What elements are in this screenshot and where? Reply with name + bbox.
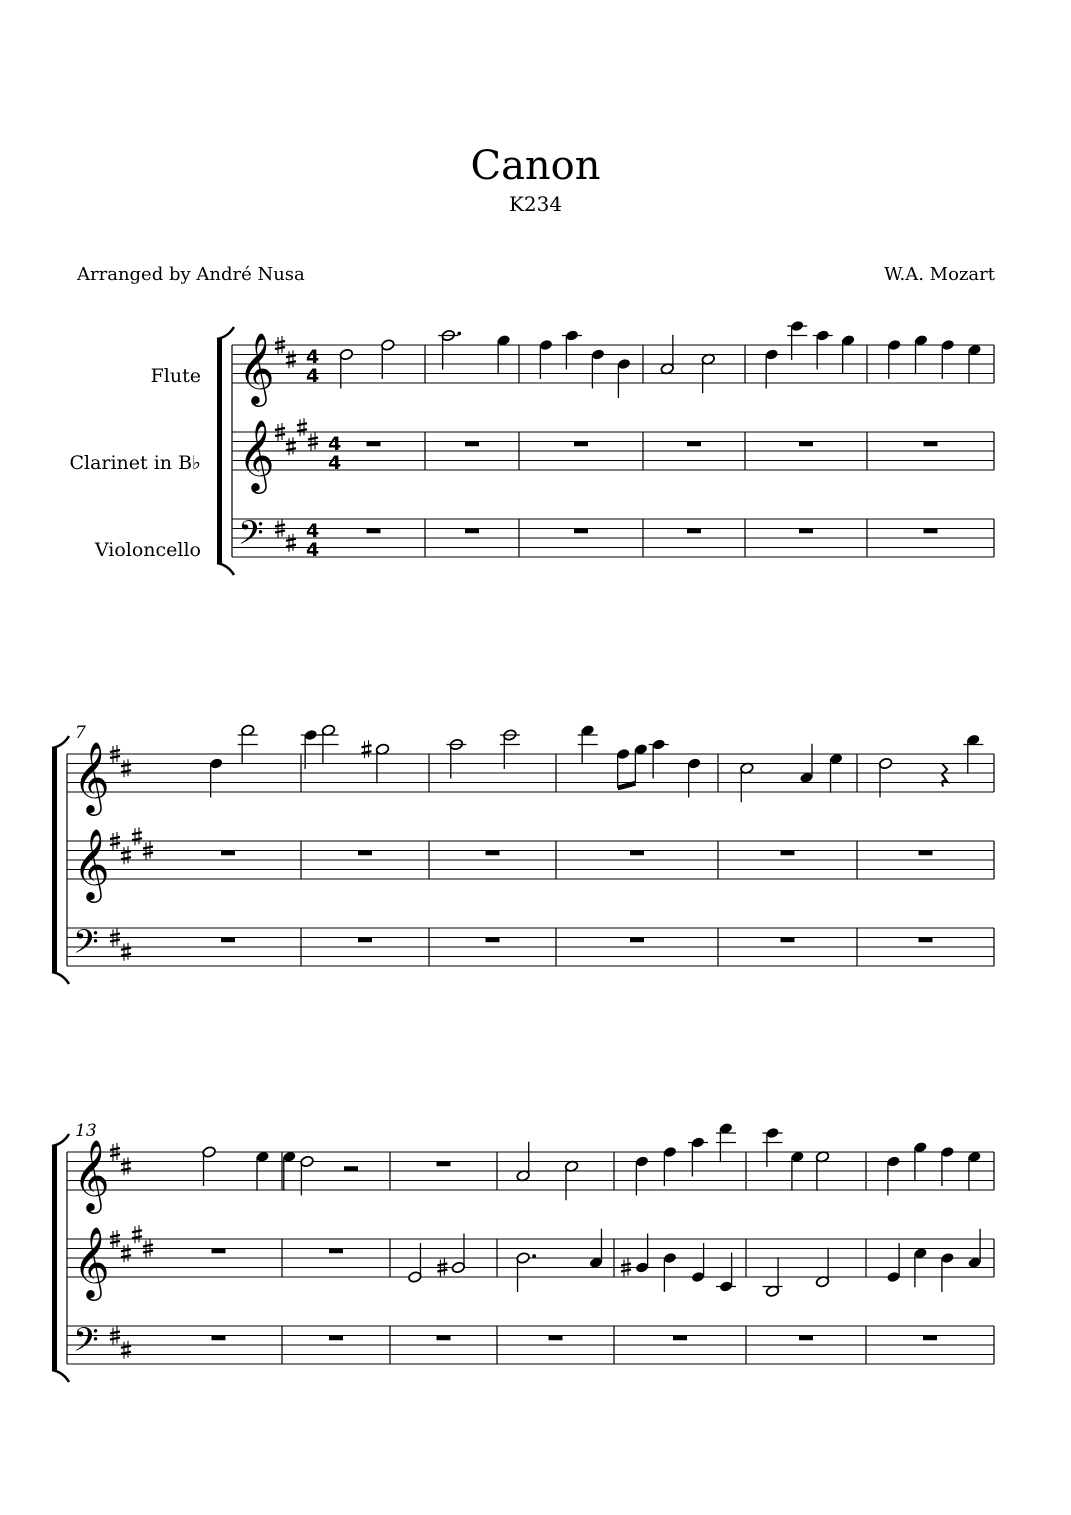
key-sharp-bar-b: [121, 857, 131, 859]
whole-rest: [358, 938, 372, 943]
whole-rest: [329, 1336, 343, 1341]
whole-rest: [329, 1249, 343, 1254]
key-sharp-bar-a: [110, 934, 120, 936]
key-sharp-bar-a: [143, 1245, 153, 1247]
instrument-label-cello: Violoncello: [94, 539, 201, 561]
accidental-sharp-bar-b: [437, 1270, 447, 1272]
whole-rest: [673, 1336, 687, 1341]
key-sharp-bar-a: [297, 423, 307, 425]
whole-rest: [919, 851, 933, 856]
key-sharp-bar-a: [121, 1346, 131, 1348]
half-rest: [344, 1166, 358, 1171]
time-signature-top: 4: [306, 346, 320, 368]
accidental-sharp-bar-b: [362, 751, 372, 753]
key-sharp-bar-a: [110, 837, 120, 839]
whole-rest: [486, 851, 500, 856]
key-sharp-bar-a: [275, 428, 285, 430]
whole-rest: [465, 529, 479, 534]
time-signature-top: 4: [328, 433, 342, 455]
key-sharp-bar-b: [143, 853, 153, 855]
piece-subtitle: K234: [508, 192, 563, 216]
whole-rest: [221, 938, 235, 943]
whole-rest: [549, 1336, 563, 1341]
key-sharp-bar-a: [121, 764, 131, 766]
key-sharp-bar-a: [308, 438, 318, 440]
key-sharp-bar-b: [121, 954, 131, 956]
time-signature-bottom: 4: [306, 539, 320, 561]
system-bracket: [217, 339, 222, 563]
whole-rest: [486, 938, 500, 943]
key-sharp-bar-a: [121, 948, 131, 950]
key-sharp-bar-a: [110, 750, 120, 752]
piece-title: Canon: [470, 143, 601, 189]
whole-rest: [924, 529, 938, 534]
dot: [457, 332, 461, 336]
key-sharp-bar-a: [286, 539, 296, 541]
whole-rest: [437, 1336, 451, 1341]
whole-rest: [630, 938, 644, 943]
system-bracket: [52, 748, 57, 972]
accidental-sharp-bar-a: [362, 745, 372, 747]
whole-rest: [924, 442, 938, 447]
key-sharp-bar-b: [121, 770, 131, 772]
key-sharp-bar-a: [275, 341, 285, 343]
key-sharp-bar-b: [110, 1241, 120, 1243]
key-sharp-bar-b: [132, 838, 142, 840]
whole-rest: [574, 529, 588, 534]
quarter-rest: [942, 764, 947, 787]
key-sharp-bar-a: [286, 355, 296, 357]
measure-number: 13: [75, 1121, 97, 1141]
bracket-hook-bottom: [217, 563, 234, 575]
bracket-hook-top: [52, 1134, 69, 1146]
accidental-sharp-bar-b: [621, 1270, 631, 1272]
whole-rest: [630, 851, 644, 856]
bass-clef-icon: 𝄢: [238, 514, 264, 561]
time-signature-top: 4: [306, 520, 320, 542]
whole-rest: [799, 1336, 813, 1341]
treble-clef-icon: 𝄞: [238, 418, 275, 491]
key-sharp-bar-a: [275, 525, 285, 527]
bracket-hook-top: [217, 327, 234, 339]
bass-clef-icon: 𝄢: [73, 923, 99, 970]
composer-credit: W.A. Mozart: [884, 264, 995, 285]
key-sharp-bar-b: [286, 361, 296, 363]
key-sharp-bar-a: [110, 1235, 120, 1237]
dot: [532, 1254, 536, 1258]
key-sharp-bar-a: [132, 832, 142, 834]
whole-rest: [437, 1162, 451, 1167]
key-sharp-bar-b: [143, 1251, 153, 1253]
whole-rest: [799, 442, 813, 447]
bracket-hook-bottom: [52, 1370, 69, 1382]
whole-rest: [687, 442, 701, 447]
whole-rest: [367, 442, 381, 447]
whole-rest: [574, 442, 588, 447]
key-sharp-bar-b: [132, 1236, 142, 1238]
key-sharp-bar-a: [110, 1332, 120, 1334]
key-sharp-bar-b: [121, 1168, 131, 1170]
whole-rest: [221, 851, 235, 856]
key-sharp-bar-b: [110, 843, 120, 845]
bracket-hook-top: [52, 736, 69, 748]
key-sharp-bar-b: [286, 448, 296, 450]
key-sharp-bar-a: [132, 1230, 142, 1232]
accidental-sharp-bar-a: [437, 1264, 447, 1266]
time-signature-bottom: 4: [306, 365, 320, 387]
key-sharp-bar-b: [275, 531, 285, 533]
whole-rest: [358, 851, 372, 856]
whole-rest: [367, 529, 381, 534]
instrument-label-flute: Flute: [150, 365, 201, 387]
treble-clef-icon: 𝄞: [73, 827, 110, 900]
key-sharp-bar-b: [308, 444, 318, 446]
instrument-label-clarinet: Clarinet in B♭: [69, 452, 201, 474]
whole-rest: [687, 529, 701, 534]
treble-clef-icon: 𝄞: [73, 1225, 110, 1298]
bracket-hook-bottom: [52, 972, 69, 984]
whole-rest: [799, 529, 813, 534]
treble-clef-icon: 𝄞: [73, 740, 110, 813]
bass-clef-icon: 𝄢: [73, 1321, 99, 1368]
beam: [618, 783, 636, 788]
key-sharp-bar-b: [110, 940, 120, 942]
accidental-sharp-bar-a: [621, 1264, 631, 1266]
key-sharp-bar-b: [297, 429, 307, 431]
key-sharp-bar-a: [121, 1249, 131, 1251]
key-sharp-bar-a: [121, 1162, 131, 1164]
system-bracket: [52, 1146, 57, 1370]
key-sharp-bar-b: [121, 1255, 131, 1257]
key-sharp-bar-a: [143, 847, 153, 849]
whole-rest: [212, 1336, 226, 1341]
measure-number: 7: [75, 723, 86, 743]
key-sharp-bar-b: [275, 347, 285, 349]
whole-rest: [923, 1336, 937, 1341]
time-signature-bottom: 4: [328, 452, 342, 474]
key-sharp-bar-b: [110, 756, 120, 758]
arranger-credit: Arranged by André Nusa: [77, 264, 305, 285]
key-sharp-bar-b: [121, 1352, 131, 1354]
treble-clef-icon: 𝄞: [73, 1138, 110, 1211]
whole-rest: [919, 938, 933, 943]
key-sharp-bar-b: [110, 1154, 120, 1156]
key-sharp-bar-b: [286, 545, 296, 547]
whole-rest: [465, 442, 479, 447]
key-sharp-bar-b: [110, 1338, 120, 1340]
key-sharp-bar-a: [286, 442, 296, 444]
whole-rest: [212, 1249, 226, 1254]
key-sharp-bar-a: [121, 851, 131, 853]
whole-rest: [781, 851, 795, 856]
whole-rest: [781, 938, 795, 943]
key-sharp-bar-b: [275, 434, 285, 436]
key-sharp-bar-a: [110, 1148, 120, 1150]
treble-clef-icon: 𝄞: [238, 331, 275, 404]
